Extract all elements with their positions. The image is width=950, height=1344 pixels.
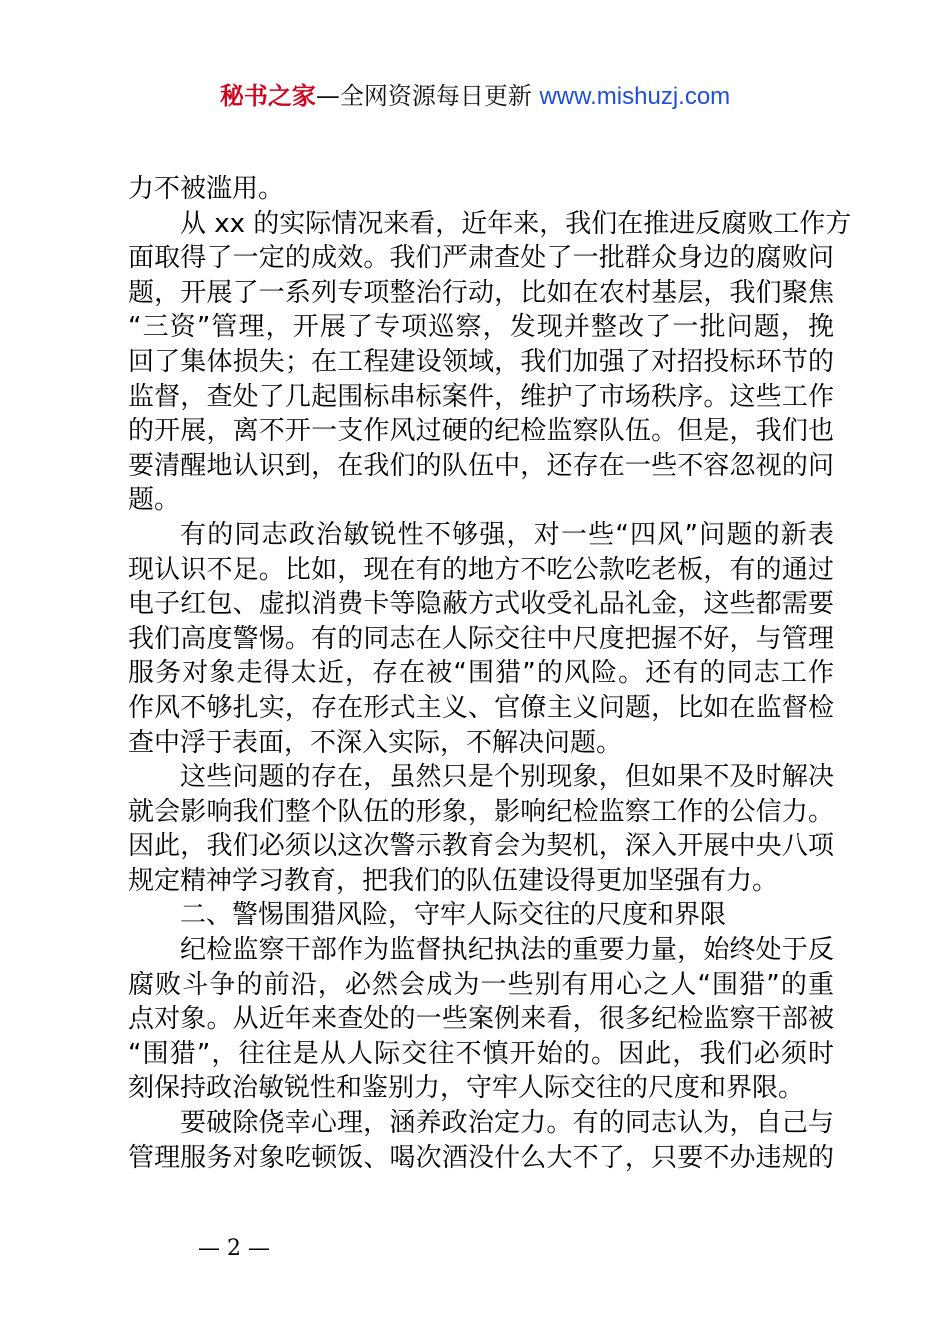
- site-tagline: —全网资源每日更新: [315, 82, 532, 110]
- paragraph-line: 规定精神学习教育，把我们的队伍建设得更加坚强有力。: [128, 865, 779, 896]
- paragraph-line: 回了集体损失；在工程建设领域，我们加强了对招投标环节的: [128, 346, 834, 377]
- site-url[interactable]: www.mishuzj.com: [539, 83, 731, 110]
- paragraph-line: 的开展，离不开一支作风过硬的纪检监察队伍。但是，我们也: [128, 416, 834, 447]
- site-header: [0, 80, 950, 113]
- paragraph-line: 管理服务对象吃顿饭、喝次酒没什么大不了，只要不办违规的: [128, 1142, 834, 1173]
- section-heading: 二、警惕围猎风险，守牢人际交往的尺度和界限: [180, 900, 727, 931]
- paragraph-line: 现认识不足。比如，现在有的地方不吃公款吃老板，有的通过: [128, 554, 834, 585]
- paragraph-line: “三资”管理，开展了专项巡察，发现并整改了一批问题，挽: [128, 312, 834, 343]
- paragraph-line: 从 xx 的实际情况来看，近年来，我们在推进反腐败工作方: [180, 208, 852, 239]
- paragraph-line: 刻保持政治敏锐性和鉴别力，守牢人际交往的尺度和界限。: [128, 1073, 805, 1104]
- paragraph-line: “围猎”，往往是从人际交往不慎开始的。因此，我们必须时: [128, 1038, 834, 1069]
- paragraph-line: 纪检监察干部作为监督执纪执法的重要力量，始终处于反: [180, 935, 834, 966]
- paragraph-line: 题，开展了一系列专项整治行动，比如在农村基层，我们聚焦: [128, 277, 834, 308]
- paragraph-line: 因此，我们必须以这次警示教育会为契机，深入开展中央八项: [128, 831, 834, 862]
- paragraph-line: 点对象。从近年来查处的一些案例来看，很多纪检监察干部被: [128, 1004, 834, 1035]
- document-body: [128, 172, 852, 1175]
- paragraph-line: 有的同志政治敏锐性不够强，对一些“四风”问题的新表: [180, 519, 834, 550]
- paragraph-line: 就会影响我们整个队伍的形象，影响纪检监察工作的公信力。: [128, 796, 834, 827]
- paragraph-line: 服务对象走得太近，存在被“围猎”的风险。还有的同志工作: [128, 658, 834, 689]
- paragraph-line: 腐败斗争的前沿，必然会成为一些别有用心之人“围猎”的重: [128, 969, 834, 1000]
- paragraph-line: 作风不够扎实，存在形式主义、官僚主义问题，比如在监督检: [128, 692, 834, 723]
- site-name: 秘书之家: [219, 82, 316, 110]
- paragraph-line: 我们高度警惕。有的同志在人际交往中尺度把握不好，与管理: [128, 623, 834, 654]
- paragraph-line: 这些问题的存在，虽然只是个别现象，但如果不及时解决: [180, 762, 834, 793]
- paragraph-line: 监督，查处了几起围标串标案件，维护了市场秩序。这些工作: [128, 381, 834, 412]
- paragraph-line: 题。: [128, 485, 181, 516]
- paragraph-line: 力不被滥用。: [128, 174, 285, 204]
- paragraph-line: 面取得了一定的成效。我们严肃查处了一批群众身边的腐败问: [128, 243, 834, 274]
- paragraph-line: 查中浮于表面，不深入实际，不解决问题。: [128, 727, 623, 758]
- paragraph-line: 要破除侥幸心理，涵养政治定力。有的同志认为，自己与: [180, 1108, 834, 1139]
- paragraph-line: 要清醒地认识到，在我们的队伍中，还存在一些不容忽视的问: [128, 450, 834, 481]
- page-number: — 2 —: [198, 1236, 270, 1261]
- paragraph-line: 电子红包、虚拟消费卡等隐蔽方式收受礼品礼金，这些都需要: [128, 589, 834, 620]
